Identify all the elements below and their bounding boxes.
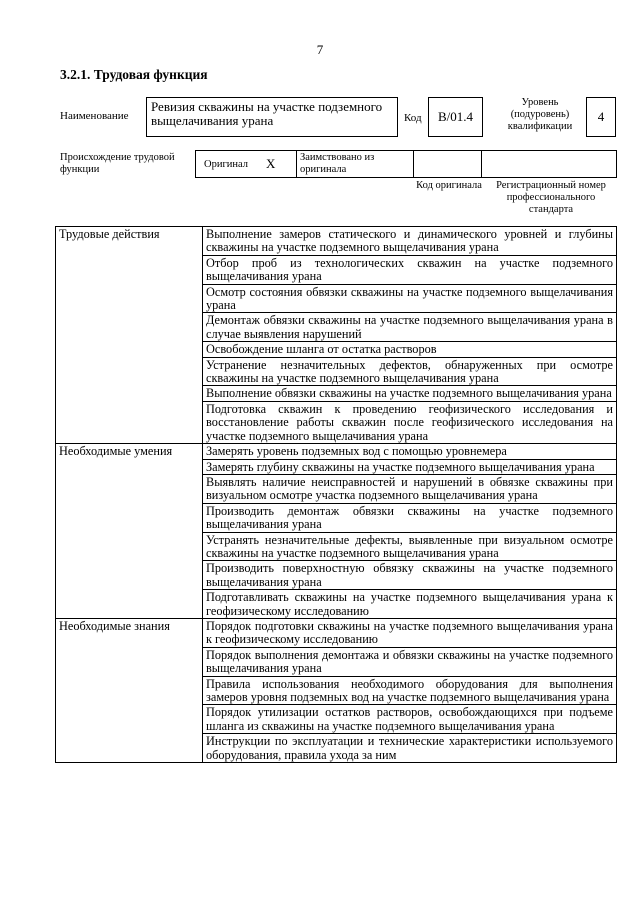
reg-caption: Регистрационный номер профессионального стандарта: [496, 180, 606, 215]
section-item: Подготавливать скважины на участке подземного выщелачивания урана к геофизическому исследованию: [203, 590, 617, 619]
functions-table: [55, 226, 617, 763]
level-label: Уровень (подуровень) квалификации: [507, 97, 573, 132]
level-value-box: [586, 97, 616, 137]
section-item: Порядок выполнения демонтажа и обвязки скважины на участке подземного выщелачивания урана: [203, 647, 617, 676]
section-item: Замерять глубину скважины на участке подземного выщелачивания урана: [203, 459, 617, 474]
section-item: Выполнение обвязки скважины на участке подземного выщелачивания урана: [203, 386, 617, 401]
section-item: Порядок подготовки скважины на участке подземного выщелачивания урана к геофизическому исследованию: [203, 618, 617, 647]
name-value: Ревизия скважины на участке подземного выщелачивания урана: [151, 99, 383, 128]
table-row: [56, 227, 617, 256]
original-mark: X: [266, 156, 276, 171]
origin-table: [195, 150, 617, 178]
section-item: Замерять уровень подземных вод с помощью уровнемера: [203, 444, 617, 459]
section-label: Трудовые действия: [56, 227, 203, 444]
section-item: Устранять незначительные дефекты, выявленные при визуальном осмотре скважины на участке подземного выщелачивания урана: [203, 532, 617, 561]
code-caption: Код оригинала: [416, 180, 482, 191]
section-item: Правила использования необходимого оборудования для выполнения замеров уровня подземных вод на участке подземного выщелачивания урана: [203, 676, 617, 705]
section-item: Инструкции по эксплуатации и технические характеристики используемого оборудования, правила ухода за ним: [203, 734, 617, 763]
name-label: Наименование: [60, 110, 129, 122]
name-value-box: [146, 97, 398, 137]
page-number: 7: [316, 42, 324, 57]
section-item: Демонтаж обвязки скважины на участке подземного выщелачивания урана в случае выявления нарушений: [203, 313, 617, 342]
code-value: B/01.4: [437, 109, 474, 124]
borrowed-label: Заимствовано из оригинала: [300, 152, 375, 175]
section-item: Производить демонтаж обвязки скважины на участке подземного выщелачивания урана: [203, 503, 617, 532]
table-row: [56, 618, 617, 647]
section-item: Выполнение замеров статического и динамического уровней и глубины скважины на участке подземного выщелачивания урана: [203, 227, 617, 256]
original-label: Оригинал: [204, 159, 248, 170]
section-item: Подготовка скважин к проведению геофизического исследования и восстановление работы скважин после геофизического исследования на участке подземного выщелачивания урана: [203, 401, 617, 443]
code-value-box: [428, 97, 483, 137]
table-row: [56, 444, 617, 459]
level-value: 4: [597, 109, 605, 124]
section-item: Выявлять наличие неисправностей и нарушений в обвязке скважины при визуальном осмотре участка подземного выщелачивания урана: [203, 474, 617, 503]
section-item: Отбор проб из технологических скважин на участке подземного выщелачивания урана: [203, 255, 617, 284]
section-label: Необходимые знания: [56, 618, 203, 762]
section-label: Необходимые умения: [56, 444, 203, 619]
code-label: Код: [404, 112, 422, 124]
section-title: 3.2.1. Трудовая функция: [60, 67, 208, 82]
section-item: Порядок утилизации остатков растворов, освобождающихся при подъеме шланга из скважины на участке подземного выщелачивания урана: [203, 705, 617, 734]
section-item: Освобождение шланга от остатка растворов: [203, 342, 617, 357]
section-item: Осмотр состояния обвязки скважины на участке подземного выщелачивания урана: [203, 284, 617, 313]
section-item: Устранение незначительных дефектов, обнаруженных при осмотре скважины на участке подземного выщелачивания урана: [203, 357, 617, 386]
section-item: Производить поверхностную обвязку скважины на участке подземного выщелачивания урана: [203, 561, 617, 590]
origin-label: Происхождение трудовой функции: [60, 152, 175, 175]
